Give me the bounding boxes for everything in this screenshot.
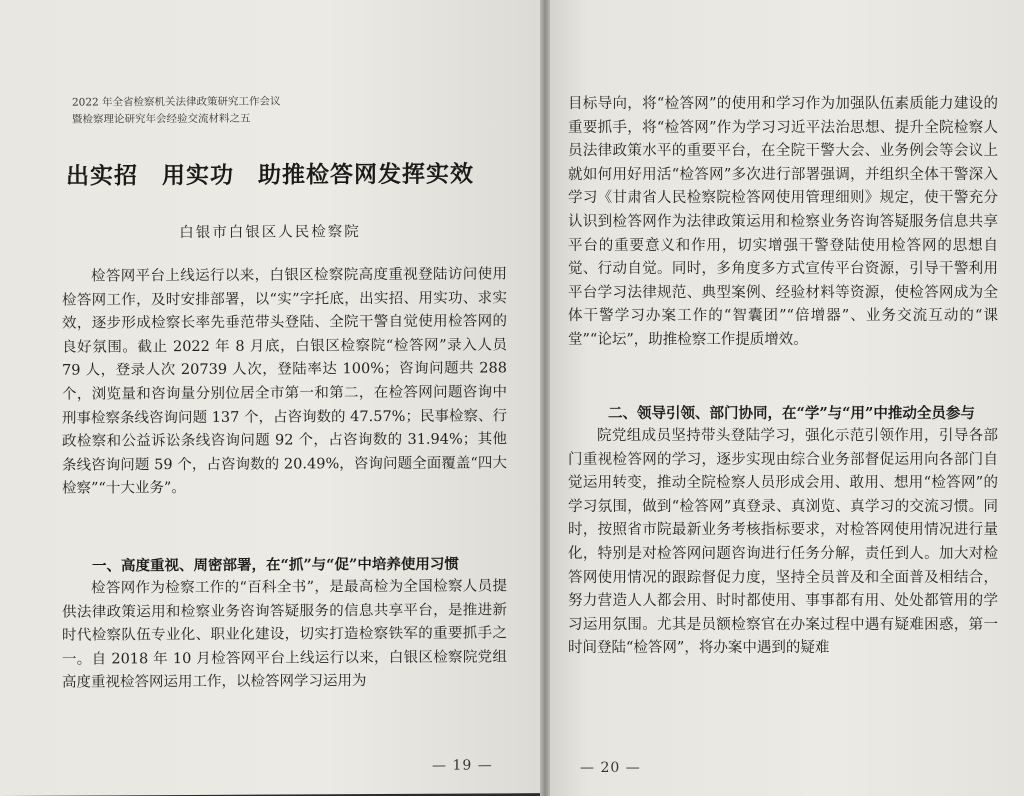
body-paragraph-2: 检答网作为检察工作的“百科全书”，是最高检为全国检察人员提供法律政策运用和检察业务咨询答疑服务的信息共享平台，是推进新时代检察队伍专业化、职业化建设，切实打造检察铁军的重要抓手之一。自 2018 年 10 月检答网平台上线运行以来，白银区检察院党组高度重视检答网运用工作，以检答网学习运用为 — [62, 578, 507, 692]
conference-line-1: 2022 年全省检察机关法律政策研究工作会议 — [72, 95, 281, 109]
page-number-right: — 20 — — [580, 760, 641, 776]
conference-header — [72, 94, 281, 129]
article-title: 出实招 用实功 助推检答网发挥实效 — [66, 160, 474, 190]
body-paragraph-3: 目标导向，将“检答网”的使用和学习作为加强队伍素质能力建设的重要抓手，将“检答网”作为学习习近平法治思想、提升全院检察人员法律政策水平的重要平台，在全院干警大会、业务例会等会议上就如何用好用活“检答网”多次进行部署强调，并组织全体干警深入学习《甘肃省人民检察院检答网使用管理细则》规定，使干警充分认识到检答网作为法律政策运用和检察业务咨询答疑服务信息共享平台的重要意义和作用，切实增强干警登陆使用检答网的思想自觉、行动自觉。同时，多角度多方式宣传平台资源，引导干警利用平台学习法律规范、典型案例、经验材料等资源，使检答网成为全体干警学习办案工作的“智囊团”“倍增器”、业务交流互动的“课堂”“论坛”，助推检察工作提质增效。 — [568, 96, 998, 348]
book-gutter — [540, 0, 550, 796]
body-paragraph-4: 院党组成员坚持带头登陆学习，强化示范引领作用，引导各部门重视检答网的学习，逐步实现由综合业务部督促运用向各部门自觉运用转变，推动全院检察人员形成会用、敢用、想用“检答网”的学习氛围，做到“检答网”真登录、真浏览、真学习的交流习惯。同时，按照省市院最新业务考核指标要求，对检答网使用情况进行量化，特别是对检答网问题咨询进行任务分解，责任到人。加大对检答网使用情况的跟踪督促力度，坚持全员普及和全面普及相结合，努力营造人人都会用、时时都使用、事事都有用、处处都管用的学习运用氛围。尤其是员额检察官在办案过程中遇有疑难困惑，第一时间登陆“检答网”，将办案中遇到的疑难 — [568, 428, 998, 657]
section-heading-2: 二、领导引领、部门协同，在“学”与“用”中推动全员参与 — [608, 405, 975, 422]
article-author: 白银市白银区人民检察院 — [179, 224, 361, 242]
body-paragraph-1: 检答网平台上线运行以来，白银区检察院高度重视登陆访问使用检答网工作，及时安排部署，以“实”字托底，出实招、用实功、求实效，逐步形成检察长率先垂范带头登陆、全院干警自觉使用检答网的良好氛围。截止 2022 年 8 月底，白银区检察院“检答网”录入人员 79 人，登录人次 20739 人次，登陆率达 100%；咨询问题共 288 个，浏览量和咨询量分别位居全市第一和第二，在检答网问题咨询中刑事检察条线咨询问题 137 个，占咨询数的 47.57%；民事检察、行政检察和公益诉讼条线咨询问题 92 个，占咨询数的 31.94%；其他条线咨询问题 59 个，占咨询数的 20.49%，咨询问题全面覆盖“四大检察”“十大业务”。 — [62, 266, 507, 498]
section-heading-1: 一、高度重视、周密部署，在“抓”与“促”中培养使用习惯 — [92, 555, 459, 575]
right-page — [550, 0, 1024, 796]
page-number-left: — 19 — — [432, 757, 493, 774]
conference-line-2: 暨检察理论研究年会经验交流材料之五 — [72, 112, 251, 126]
